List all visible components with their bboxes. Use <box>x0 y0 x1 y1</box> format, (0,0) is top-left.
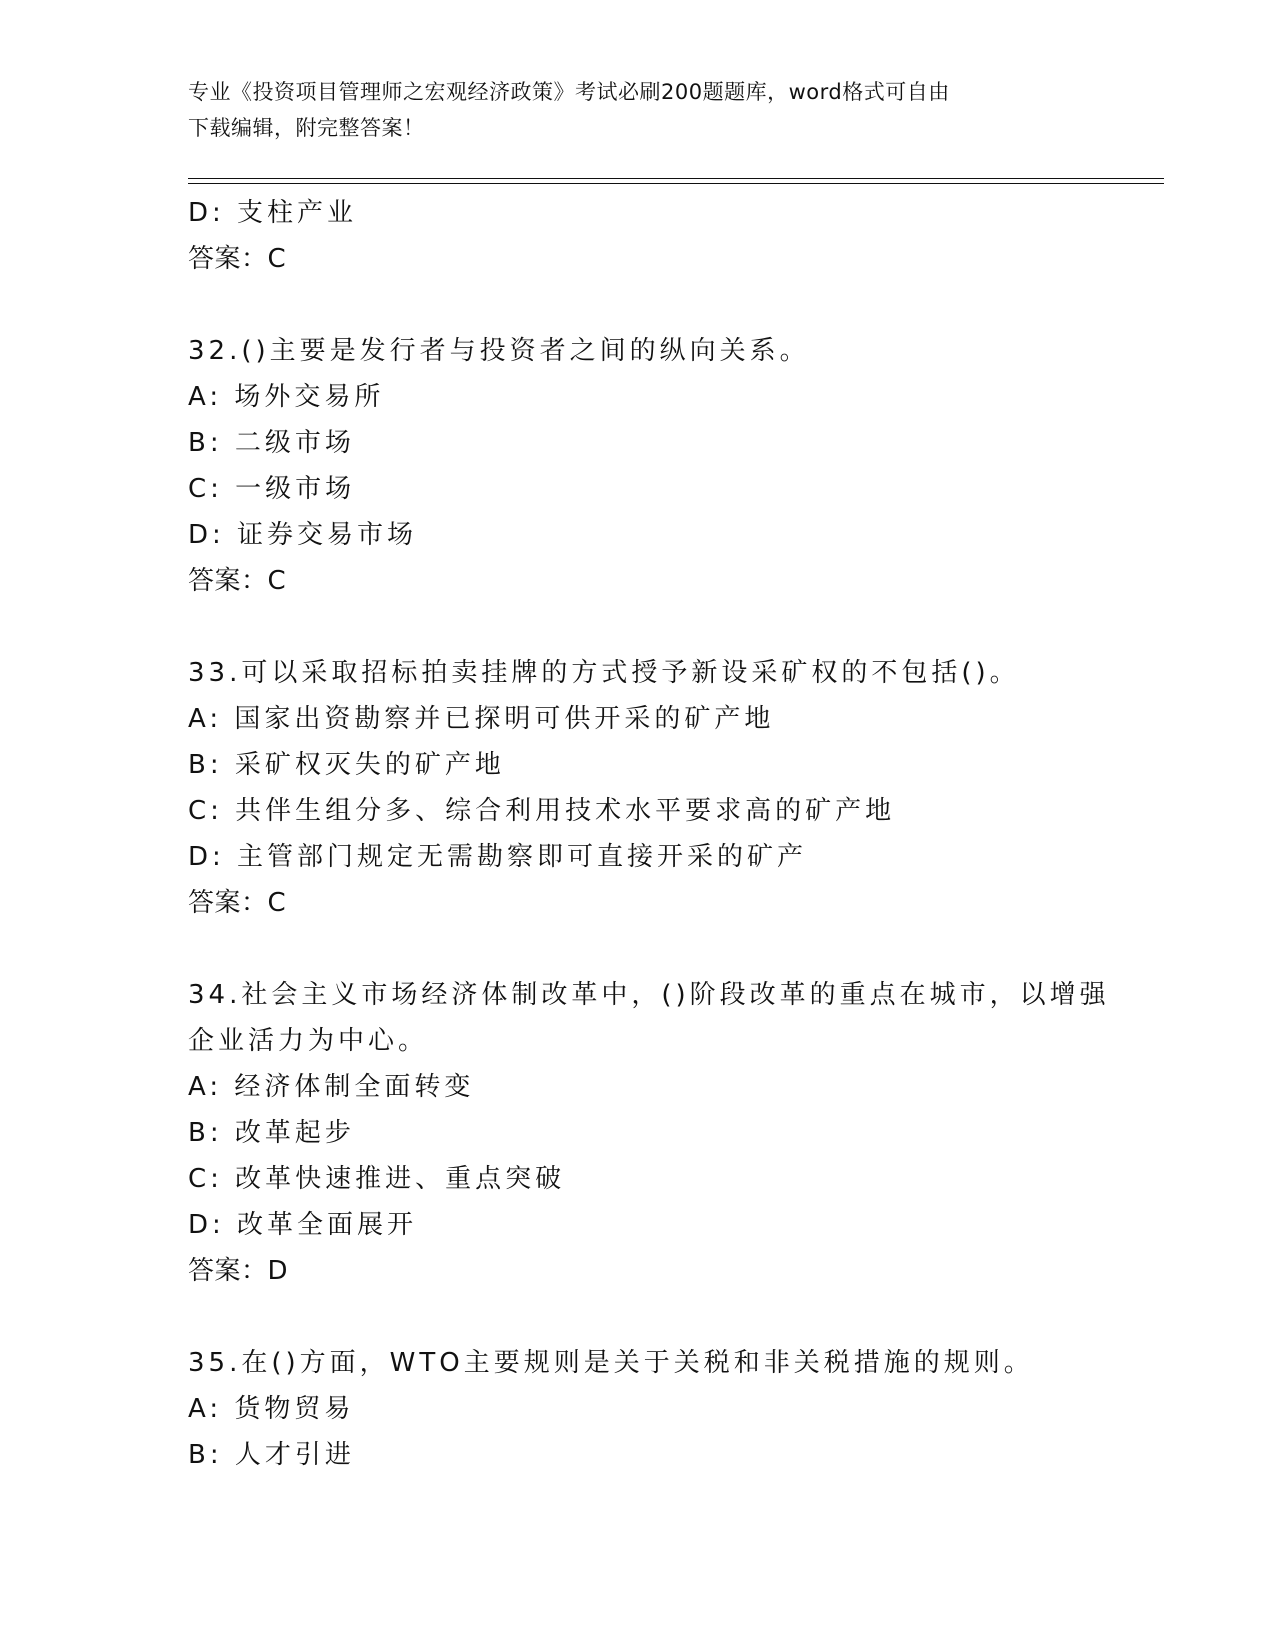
option-d: D: 改革全面展开 <box>188 1210 418 1240</box>
option-c: C: 改革快速推进、重点突破 <box>188 1164 566 1194</box>
spacer <box>188 926 1168 972</box>
question-stem: 35.在()方面，WTO主要规则是关于关税和非关税措施的规则。 <box>188 1348 1034 1378</box>
option-b: B: 人才引进 <box>188 1440 355 1470</box>
answer-line: 答案：D <box>188 1256 289 1286</box>
option-a: A: 货物贸易 <box>188 1394 355 1424</box>
question-stem-continued: 企业活力为中心。 <box>188 1026 429 1056</box>
option-d: D: 支柱产业 <box>188 198 358 228</box>
option-d: D: 主管部门规定无需勘察即可直接开采的矿产 <box>188 842 808 872</box>
question-stem: 34.社会主义市场经济体制改革中，()阶段改革的重点在城市，以增强 <box>188 980 1110 1010</box>
option-d: D: 证券交易市场 <box>188 520 418 550</box>
header-divider-top <box>188 178 1164 179</box>
option-c: C: 一级市场 <box>188 474 356 504</box>
answer-line: 答案：C <box>188 566 287 596</box>
question-stem: 32.()主要是发行者与投资者之间的纵向关系。 <box>188 336 810 366</box>
answer-line: 答案：C <box>188 888 287 918</box>
answer-line: 答案：C <box>188 244 287 274</box>
spacer <box>188 282 1168 328</box>
option-b: B: 二级市场 <box>188 428 355 458</box>
option-b: B: 采矿权灭失的矿产地 <box>188 750 505 780</box>
header-divider-bottom <box>188 183 1164 184</box>
spacer <box>188 1294 1168 1340</box>
option-b: B: 改革起步 <box>188 1118 355 1148</box>
spacer <box>188 604 1168 650</box>
option-a: A: 国家出资勘察并已探明可供开采的矿产地 <box>188 704 775 734</box>
option-a: A: 经济体制全面转变 <box>188 1072 475 1102</box>
document-header <box>188 74 1088 146</box>
question-list <box>188 190 1168 1478</box>
question-stem: 33.可以采取招标拍卖挂牌的方式授予新设采矿权的不包括()。 <box>188 658 1020 688</box>
header-line-1: 专业《投资项目管理师之宏观经济政策》考试必刷200题题库，word格式可自由 <box>188 80 950 104</box>
option-a: A: 场外交易所 <box>188 382 385 412</box>
header-line-2: 下载编辑，附完整答案！ <box>188 116 425 140</box>
option-c: C: 共伴生组分多、综合利用技术水平要求高的矿产地 <box>188 796 896 826</box>
